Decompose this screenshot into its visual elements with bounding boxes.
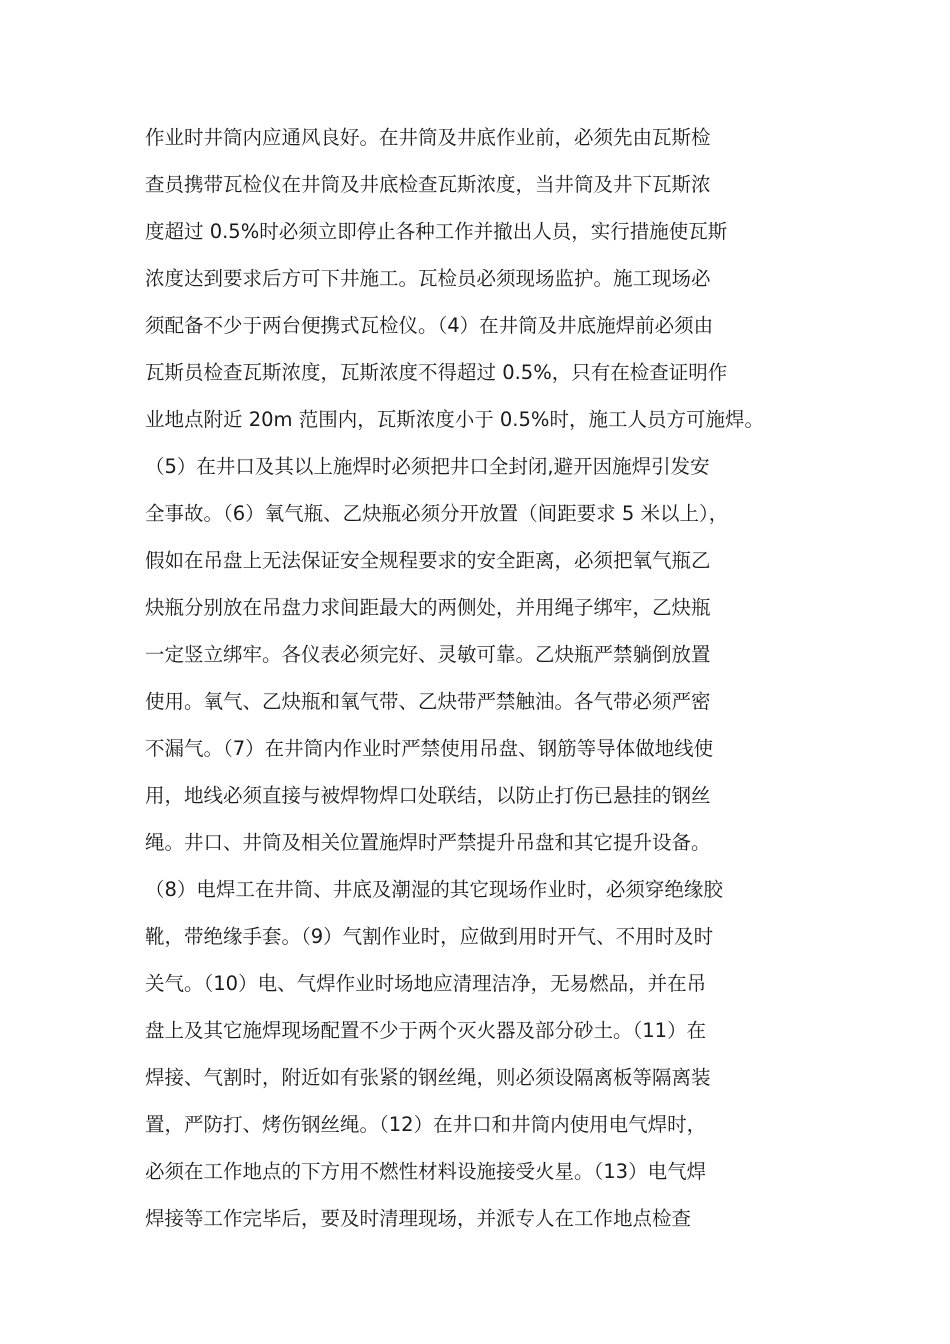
text-line-20: 盘上及其它施焊现场配置不少于两个灭火器及部分砂土。（11）在 <box>145 1019 707 1042</box>
text-line-13: 使用。氧气、乙炔瓶和氧气带、乙炔带严禁触油。各气带必须严密 <box>145 690 711 713</box>
text-line-9: 全事故。（6）氧气瓶、乙炔瓶必须分开放置（间距要求 5 米以上）， <box>145 502 729 525</box>
text-line-1: 作业时井筒内应通风良好。在井筒及井底作业前，必须先由瓦斯检 <box>145 126 711 149</box>
text-line-12: 一定竖立绑牢。各仪表必须完好、灵敏可靠。乙炔瓶严禁躺倒放置 <box>145 643 711 666</box>
text-line-18: 靴，带绝缘手套。（9）气割作业时，应做到用时开气、不用时及时 <box>145 925 714 948</box>
text-line-11: 炔瓶分别放在吊盘力求间距最大的两侧处，并用绳子绑牢，乙炔瓶 <box>145 596 711 619</box>
text-line-3: 度超过 0.5%时必须立即停止各种工作并撤出人员，实行措施使瓦斯 <box>145 220 728 243</box>
text-line-16: 绳。井口、井筒及相关位置施焊时严禁提升吊盘和其它提升设备。 <box>145 831 711 854</box>
text-line-15: 用，地线必须直接与被焊物焊口处联结，以防止打伤已悬挂的钢丝 <box>145 784 711 807</box>
text-line-14: 不漏气。（7）在井筒内作业时严禁使用吊盘、钢筋等导体做地线使 <box>145 737 714 760</box>
text-line-21: 焊接、气割时，附近如有张紧的钢丝绳，则必须设隔离板等隔离装 <box>145 1066 711 1089</box>
text-line-23: 必须在工作地点的下方用不燃性材料设施接受火星。（13）电气焊 <box>145 1160 707 1183</box>
body-text <box>145 114 835 1242</box>
text-line-22: 置，严防打、烤伤钢丝绳。（12）在井口和井筒内使用电气焊时， <box>145 1113 707 1136</box>
text-line-5: 须配备不少于两台便携式瓦检仪。（4）在井筒及井底施焊前必须由 <box>145 314 714 337</box>
text-line-7: 业地点附近 20m 范围内，瓦斯浓度小于 0.5%时，施工人员方可施焊。 <box>145 408 764 431</box>
text-line-10: 假如在吊盘上无法保证安全规程要求的安全距离，必须把氧气瓶乙 <box>145 549 711 572</box>
text-line-8: （5）在井口及其以上施焊时必须把井口全封闭,避开因施焊引发安 <box>145 455 710 478</box>
text-line-4: 浓度达到要求后方可下井施工。瓦检员必须现场监护。施工现场必 <box>145 267 711 290</box>
text-line-24: 焊接等工作完毕后，要及时清理现场，并派专人在工作地点检查 <box>145 1207 692 1230</box>
text-line-17: （8）电焊工在井筒、井底及潮湿的其它现场作业时，必须穿绝缘胶 <box>145 878 723 901</box>
text-line-2: 查员携带瓦检仪在井筒及井底检查瓦斯浓度，当井筒及井下瓦斯浓 <box>145 173 711 196</box>
text-line-19: 关气。（10）电、气焊作业时场地应清理洁净，无易燃品，并在吊 <box>145 972 707 995</box>
text-line-6: 瓦斯员检查瓦斯浓度，瓦斯浓度不得超过 0.5%，只有在检查证明作 <box>145 361 728 384</box>
